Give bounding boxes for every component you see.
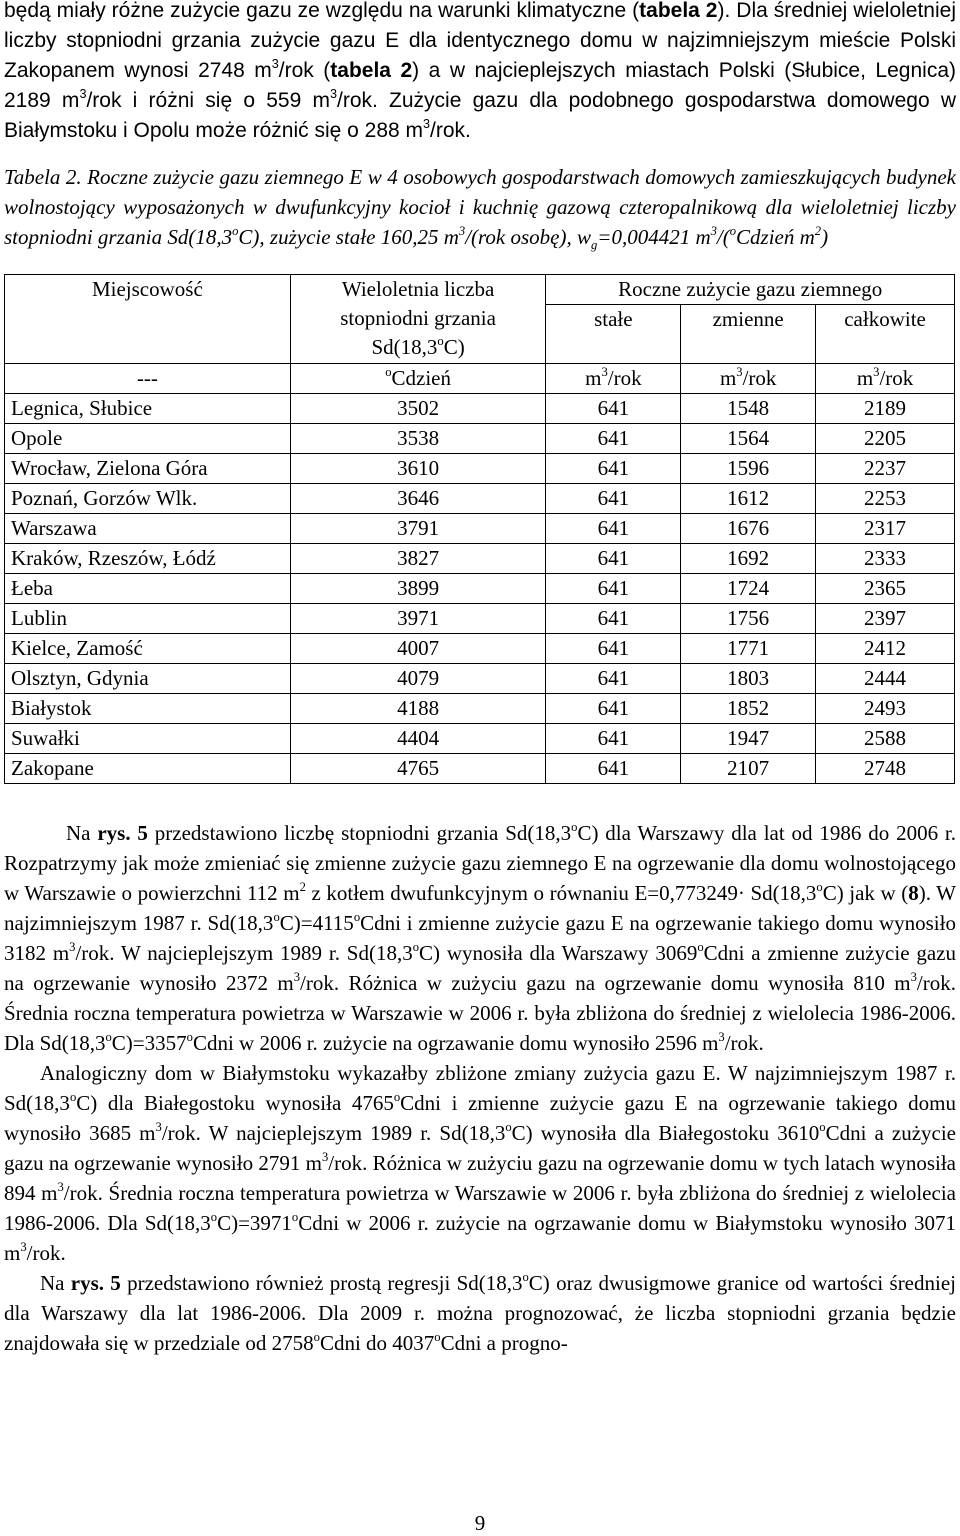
cell-calkowite: 2397 <box>816 604 955 634</box>
body-text: przedstawiono również prostą regresji Sd(18,3 <box>120 1271 523 1295</box>
table-reference: tabela 2 <box>639 0 718 22</box>
cell-sd: 4765 <box>290 754 546 784</box>
unit-cell <box>681 364 816 394</box>
figure-reference: rys. 5 <box>97 821 148 845</box>
cell-stale: 641 <box>546 454 681 484</box>
table-units-row <box>5 364 955 394</box>
cell-zmienne: 1724 <box>681 574 816 604</box>
degree-symbol: o <box>816 880 823 895</box>
cell-city: Poznań, Gorzów Wlk. <box>5 484 291 514</box>
cell-calkowite: 2189 <box>816 394 955 424</box>
cell-stale: 641 <box>546 694 681 724</box>
superscript: 3 <box>601 365 608 380</box>
cell-sd: 3502 <box>290 394 546 424</box>
cell-stale: 641 <box>546 424 681 454</box>
intro-text: ) a w najcieplejszych miastach Polski (Słubice, Legnica) 2189 m <box>4 59 956 112</box>
figure-reference: rys. 5 <box>70 1271 121 1295</box>
cell-zmienne: 1548 <box>681 394 816 424</box>
subscript: g <box>590 238 598 253</box>
body-text: przedstawiono liczbę stopniodni grzania Sd(18,3 <box>147 821 572 845</box>
paragraph-regression <box>4 1268 956 1358</box>
superscript: 3 <box>57 1180 64 1195</box>
body-text: /rok. Średnia roczna temperatura powietrza w Warszawie w 2006 r. była zbliżona do średniej z wielolecia 1986-2006. Dla Sd(18,3 <box>4 1181 956 1235</box>
cell-stale: 641 <box>546 754 681 784</box>
degree-symbol: o <box>105 1030 112 1045</box>
intro-text: będą miały różne zużycie gazu ze względu na warunki klimatyczne ( <box>4 0 640 22</box>
cell-city: Opole <box>5 424 291 454</box>
cell-zmienne: 1756 <box>681 604 816 634</box>
cell-city: Legnica, Słubice <box>5 394 291 424</box>
cell-zmienne: 1692 <box>681 544 816 574</box>
table-row <box>5 514 955 544</box>
header-degree-days-line: Wieloletnia liczba <box>341 277 495 301</box>
table-row <box>5 424 955 454</box>
cell-city: Kraków, Rzeszów, Łódź <box>5 544 291 574</box>
superscript: 3 <box>20 1240 27 1255</box>
body-text: Na <box>40 1271 71 1295</box>
body-text: Cdni w 2006 r. zużycie na ogrzawanie domu wynosiło 2596 m <box>192 1031 719 1055</box>
cell-city: Suwałki <box>5 724 291 754</box>
cell-stale: 641 <box>546 634 681 664</box>
body-text: C)=3971 <box>217 1211 292 1235</box>
header-stale <box>546 305 681 364</box>
degree-symbol: o <box>273 910 280 925</box>
cell-stale: 641 <box>546 724 681 754</box>
superscript: 3 <box>69 940 76 955</box>
header-sub-label: stałe <box>594 307 633 331</box>
body-text: Cdni a zmienne zużycie gazu na ogrzewanie wynosiło 2372 m <box>4 941 956 995</box>
body-text: Cdni a zużycie gazu na ogrzewanie wynosiło 2791 m <box>4 1121 957 1175</box>
superscript: 3 <box>293 970 301 985</box>
intro-text: /rok. <box>430 119 471 142</box>
superscript: 3 <box>321 1150 329 1165</box>
unit-text: m <box>719 366 737 390</box>
cell-sd: 3538 <box>290 424 546 454</box>
degree-symbol: o <box>522 1270 529 1285</box>
degree-symbol: o <box>313 1330 320 1345</box>
header-group-label: Roczne zużycie gazu ziemnego <box>618 277 883 301</box>
degree-symbol: o <box>434 1330 441 1345</box>
cell-zmienne: 2107 <box>681 754 816 784</box>
body-text: /rok. Średnia roczna temperatura powietrza w Warszawie w 2006 r. była zbliżona do średniej z wielolecia 1986-2006. Dla Sd(18,3 <box>4 971 956 1055</box>
degree-symbol: o <box>819 1120 826 1135</box>
header-annual-consumption <box>546 275 955 305</box>
cell-zmienne: 1612 <box>681 484 816 514</box>
degree-symbol: o <box>232 224 239 239</box>
unit-cell <box>5 364 291 394</box>
document-page <box>4 0 956 1358</box>
cell-zmienne: 1676 <box>681 514 816 544</box>
table-body <box>5 394 955 784</box>
body-text: C) wynosiła dla Białegostoku 3610 <box>511 1121 820 1145</box>
intro-text: ). Dla średniej wieloletniej liczby stopniodni grzania zużycie gazu E dla identycznego domu w najzimniejszym mieście Polski Zakopanem wynosi 2748 m <box>4 0 956 82</box>
cell-city: Zakopane <box>5 754 291 784</box>
cell-sd: 4079 <box>290 664 546 694</box>
body-text: Analogiczny dom w Białymstoku wykazałby zbliżone zmiany zużycia gazu E. W najzimniejszym 1987 r. Sd(18,3 <box>4 1061 956 1115</box>
degree-symbol: o <box>437 334 444 349</box>
table-row <box>5 754 955 784</box>
table-row <box>5 604 955 634</box>
intro-text: /rok ( <box>278 59 331 82</box>
caption-text: C), zużycie stałe 160,25 m <box>238 225 459 249</box>
superscript: 3 <box>910 970 917 985</box>
cell-stale: 641 <box>546 574 681 604</box>
cell-zmienne: 1852 <box>681 694 816 724</box>
superscript: 3 <box>155 1120 162 1135</box>
table-caption <box>4 162 956 252</box>
degree-symbol: o <box>291 1210 299 1225</box>
superscript: 3 <box>873 365 880 380</box>
cell-city: Łeba <box>5 574 291 604</box>
caption-text: /( <box>716 225 730 249</box>
body-text: Na <box>66 821 98 845</box>
caption-text: Tabela 2. Roczne zużycie gazu ziemnego E w 4 osobowych gospodarstwach domowych zamieszkujących budynek wolnostojący wyposażonych w dwufunkcyjny kocioł i kuchnię gazową czteropalnikową dla wieloletniej liczby stopniodni grzania Sd(18,3 <box>4 165 956 249</box>
degree-symbol: o <box>69 1090 77 1105</box>
header-zmienne <box>681 305 816 364</box>
superscript: 3 <box>718 1030 725 1045</box>
body-text: Cdni w 2006 r. zużycie na ogrzawanie domu w Białymstoku wynosiło 3071 m <box>4 1211 956 1265</box>
header-city-label: Miejscowość <box>91 277 203 301</box>
caption-text: =0,004421 m <box>597 225 711 249</box>
cell-calkowite: 2205 <box>816 424 955 454</box>
cell-stale: 641 <box>546 394 681 424</box>
unit-text: /rok <box>879 366 914 390</box>
page-number: 9 <box>474 1511 486 1535</box>
cell-calkowite: 2365 <box>816 574 955 604</box>
degree-symbol: o <box>186 1030 193 1045</box>
cell-city: Olsztyn, Gdynia <box>5 664 291 694</box>
cell-calkowite: 2317 <box>816 514 955 544</box>
cell-calkowite: 2237 <box>816 454 955 484</box>
paragraph-warszawa <box>4 818 956 1058</box>
body-text: z kotłem dwufunkcyjnym o równaniu E=0,773249· Sd(18,3 <box>305 881 817 905</box>
gas-consumption-table <box>4 274 955 784</box>
intro-text: /rok. Zużycie gazu dla podobnego gospodarstwa domowego w Białymstoku i Opolu może różnić się o 288 m <box>4 89 957 142</box>
cell-calkowite: 2588 <box>816 724 955 754</box>
cell-calkowite: 2444 <box>816 664 955 694</box>
header-degree-days-line: stopniodni grzania <box>340 306 496 330</box>
unit-text: --- <box>136 366 158 390</box>
body-text: ). W najzimniejszym 1987 r. Sd(18,3 <box>4 881 956 935</box>
degree-symbol: o <box>353 910 361 925</box>
body-text: C) dla Białegostoku wynosiła 4765 <box>76 1091 394 1115</box>
body-text: /rok. W najcieplejszym 1989 r. Sd(18,3 <box>75 941 413 965</box>
superscript: 2 <box>814 224 822 239</box>
degree-symbol: o <box>571 820 578 835</box>
header-sub-label: całkowite <box>844 307 926 331</box>
body-text: /rok. <box>724 1031 764 1055</box>
degree-symbol: o <box>412 940 419 955</box>
cell-stale: 641 <box>546 604 681 634</box>
degree-symbol: o <box>210 1210 218 1225</box>
cell-zmienne: 1947 <box>681 724 816 754</box>
body-text: Cdni do 4037 <box>319 1331 435 1355</box>
caption-text: ) <box>821 225 829 249</box>
intro-text: /rok i różni się o 559 m <box>86 89 330 112</box>
body-text: C)=4115 <box>279 911 354 935</box>
body-text: /rok. <box>26 1241 66 1265</box>
superscript: 3 <box>329 87 337 102</box>
header-degree-days-line: Sd(18,3 <box>371 335 438 359</box>
cell-sd: 4007 <box>290 634 546 664</box>
cell-zmienne: 1771 <box>681 634 816 664</box>
cell-calkowite: 2253 <box>816 484 955 514</box>
cell-stale: 641 <box>546 514 681 544</box>
table-row <box>5 544 955 574</box>
table-row <box>5 394 955 424</box>
cell-sd: 3971 <box>290 604 546 634</box>
body-text: /rok. Różnica w zużyciu gazu na ogrzewanie domu w tych latach wynosiła 894 m <box>4 1151 956 1205</box>
degree-symbol: o <box>697 940 704 955</box>
degree-symbol: o <box>729 224 737 239</box>
cell-sd: 3791 <box>290 514 546 544</box>
body-text: Cdni a progno- <box>440 1331 568 1355</box>
cell-city: Wrocław, Zielona Góra <box>5 454 291 484</box>
superscript: 3 <box>736 365 743 380</box>
table-row <box>5 724 955 754</box>
cell-city: Warszawa <box>5 514 291 544</box>
cell-city: Kielce, Zamość <box>5 634 291 664</box>
cell-stale: 641 <box>546 484 681 514</box>
body-text: /rok. Różnica w zużyciu gazu na ogrzewanie domu wynosiła 810 m <box>300 971 911 995</box>
degree-symbol: o <box>385 365 392 380</box>
superscript: 2 <box>299 880 306 895</box>
cell-zmienne: 1803 <box>681 664 816 694</box>
superscript: 3 <box>710 224 717 239</box>
superscript: 3 <box>79 87 87 102</box>
paragraph-bialystok <box>4 1058 956 1268</box>
body-text: /rok. W najcieplejszym 1989 r. Sd(18,3 <box>161 1121 506 1145</box>
caption-text: /(rok osobę), w <box>465 225 591 249</box>
cell-sd: 3899 <box>290 574 546 604</box>
table-header-row <box>5 275 955 305</box>
unit-cell <box>546 364 681 394</box>
cell-city: Białystok <box>5 694 291 724</box>
degree-symbol: o <box>505 1120 512 1135</box>
equation-reference: 8 <box>908 881 919 905</box>
cell-city: Lublin <box>5 604 291 634</box>
body-text: Cdni i zmienne zużycie gazu E na ogrzewanie takiego domu wynosiło 3685 m <box>4 1091 956 1145</box>
degree-symbol: o <box>393 1090 401 1105</box>
table-row <box>5 634 955 664</box>
table-row <box>5 694 955 724</box>
cell-sd: 3610 <box>290 454 546 484</box>
cell-sd: 4188 <box>290 694 546 724</box>
header-city <box>5 275 291 364</box>
unit-text: m <box>856 366 874 390</box>
header-degree-days <box>290 275 546 364</box>
cell-sd: 3646 <box>290 484 546 514</box>
table-row <box>5 664 955 694</box>
intro-paragraph <box>4 0 956 146</box>
table-row <box>5 484 955 514</box>
cell-calkowite: 2412 <box>816 634 955 664</box>
unit-text: /rok <box>742 366 777 390</box>
header-degree-days-line: C) <box>443 335 465 359</box>
superscript: 3 <box>271 57 279 72</box>
unit-text: /rok <box>607 366 642 390</box>
body-text: C) dla Warszawy dla lat od 1986 do 2006 r. Rozpatrzymy jak może zmieniać się zmienne zużycie gazu ziemnego E na ogrzewanie dla domu wolnostojącego w Warszawie o powierzchni 112 m <box>4 821 956 905</box>
table-row <box>5 454 955 484</box>
unit-text: Cdzień <box>391 366 451 390</box>
table-reference: tabela 2 <box>330 59 413 82</box>
unit-cell <box>816 364 955 394</box>
superscript: 3 <box>423 117 431 132</box>
unit-cell <box>290 364 546 394</box>
cell-sd: 3827 <box>290 544 546 574</box>
body-text: C) jak w ( <box>822 881 909 905</box>
body-text: C) wynosiła dla Warszawy 3069 <box>419 941 698 965</box>
cell-calkowite: 2333 <box>816 544 955 574</box>
table-row <box>5 574 955 604</box>
cell-sd: 4404 <box>290 724 546 754</box>
body-text: Cdni i zmienne zużycie gazu E na ogrzewanie takiego domu wynosiło 3182 m <box>4 911 956 965</box>
header-sub-label: zmienne <box>712 307 784 331</box>
cell-calkowite: 2493 <box>816 694 955 724</box>
body-text: C)=3357 <box>111 1031 187 1055</box>
superscript: 3 <box>458 224 466 239</box>
cell-zmienne: 1564 <box>681 424 816 454</box>
cell-stale: 641 <box>546 664 681 694</box>
caption-text: Cdzień m <box>736 225 815 249</box>
body-text: C) oraz dwusigmowe granice od wartości średniej dla Warszawy dla lat 1986-2006. Dla 2009 r. można prognozować, że liczba stopniodni grzania będzie znajdowała się w przedziale od 2758 <box>4 1271 956 1355</box>
header-calkowite <box>816 305 955 364</box>
cell-zmienne: 1596 <box>681 454 816 484</box>
unit-text: m <box>585 366 602 390</box>
cell-stale: 641 <box>546 544 681 574</box>
cell-calkowite: 2748 <box>816 754 955 784</box>
